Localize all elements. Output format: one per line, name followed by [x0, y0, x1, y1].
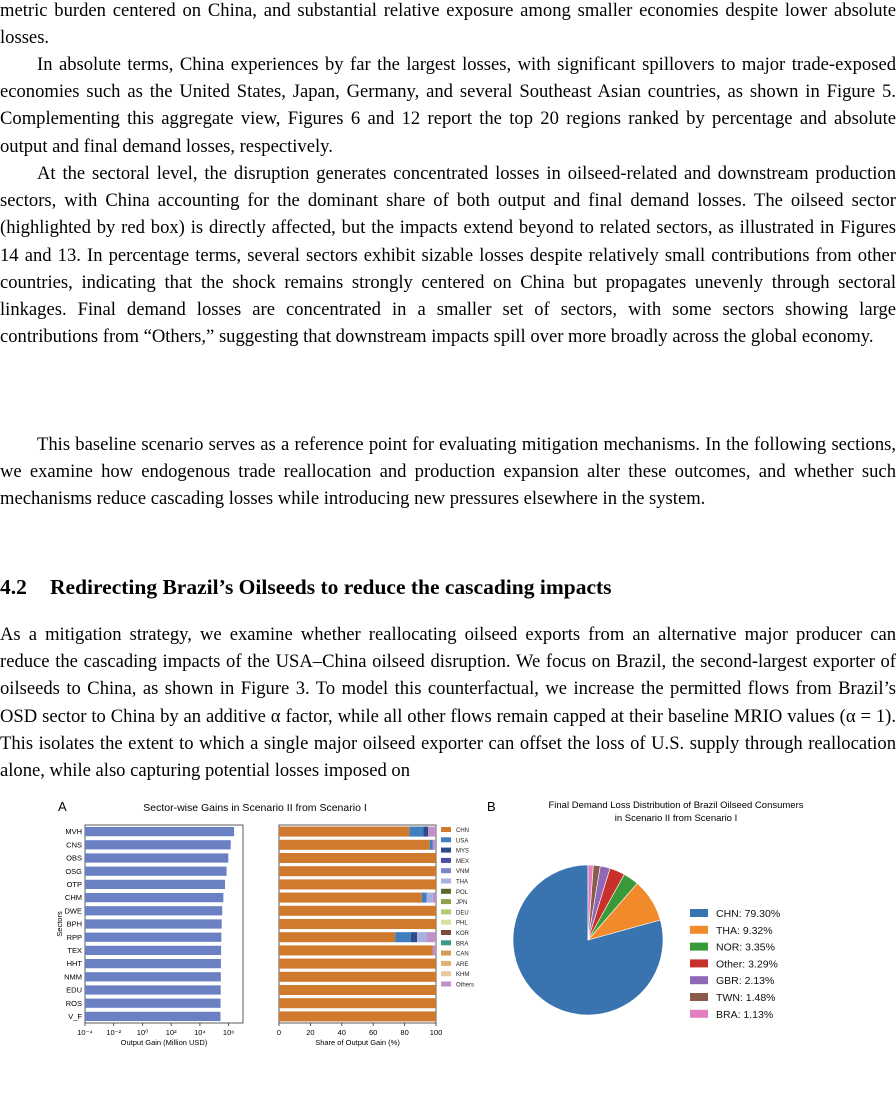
stacked-bar-chart-share	[277, 825, 442, 1047]
legend-label: KHM	[456, 972, 470, 979]
legend-label: NOR: 3.35%	[716, 941, 775, 954]
bar-segment	[427, 932, 436, 942]
legend-label: CAN	[456, 951, 469, 958]
legend-label: CHN	[456, 828, 469, 834]
legend-swatch	[690, 976, 708, 984]
legend-swatch	[690, 909, 708, 917]
legend-label: PHL	[456, 920, 468, 927]
bar	[85, 880, 225, 889]
pie-legend	[690, 908, 780, 1021]
bar	[85, 827, 234, 836]
x-tick-label: 10⁻²	[106, 1028, 122, 1037]
legend-swatch	[441, 848, 451, 853]
bar	[85, 933, 221, 942]
bar-segment	[279, 959, 436, 969]
y-tick-label: MVH	[65, 827, 82, 837]
bar-chart-output-gain	[55, 825, 243, 1047]
bar-segment	[279, 893, 422, 903]
legend-swatch	[690, 926, 708, 934]
y-tick-label: OBS	[66, 853, 82, 863]
legend-label: MEX	[456, 858, 470, 865]
bar	[85, 893, 223, 902]
bar-segment	[279, 1011, 436, 1021]
y-tick-label: EDU	[66, 985, 82, 995]
bar-segment	[279, 998, 436, 1008]
legend-swatch	[690, 993, 708, 1001]
bar	[85, 959, 221, 968]
legend-label: JPN	[456, 900, 468, 907]
x-tick-label: 100	[429, 1028, 443, 1037]
legend-swatch	[441, 930, 451, 935]
bar-segment	[279, 945, 433, 955]
bar-segment	[279, 853, 436, 863]
bar	[85, 919, 222, 928]
bar-segment	[428, 827, 436, 837]
legend-label: TWN: 1.48%	[716, 992, 776, 1004]
country-legend	[441, 827, 474, 989]
legend-swatch	[690, 1010, 708, 1018]
legend-label: GBR: 2.13%	[716, 975, 775, 988]
bar-segment	[433, 840, 436, 850]
x-tick-label: 10⁻⁴	[77, 1028, 93, 1037]
bar	[85, 867, 227, 876]
bar-segment	[279, 879, 436, 889]
legend-label: THA: 9.32%	[716, 924, 773, 937]
bar	[85, 985, 221, 994]
y-tick-label: V_F	[68, 1012, 82, 1022]
legend-label: KOR	[456, 931, 470, 937]
paragraph: At the sectoral level, the disruption generates concentrated losses in oilseed-related and downstream production sectors, with China accounting for the dominant share of both output and final demand losses. The oilseed sector (highlighted by red box) is directly affected, but the impacts extend beyond to related sectors, as illustrated in Figures 14 and 13. In percentage terms, several sectors exhibit sizable losses despite relatively small contributions from other countries, indicating that the shock remains strongly centered on China but propagates unevenly through sectoral linkages. Final demand losses are concentrated in a smaller set of sectors, with some sectors showing large contributions from “Others,” suggesting that downstream impacts spill over more broadly across the global economy.	[0, 163, 896, 348]
legend-swatch	[441, 879, 451, 884]
paragraph: As a mitigation strategy, we examine whether reallocating oilseed exports from an alternative major producer can reduce the cascading impacts of the USA–China oilseed disruption. We focus on Brazil, the second-largest exporter of oilseeds to China, as shown in Figure 3. To model this counterfactual, we increase the permitted flows from Brazil’s OSD sector to China by an additive α factor, while all other flows remain capped at their baseline MRIO values (α = 1). This isolates the extent to which a single major oilseed exporter can offset the loss of U.S. supply through reallocation alone, while also capturing potential losses imposed on	[0, 624, 896, 782]
y-tick-label: BPH	[66, 919, 82, 929]
bar-segment	[422, 893, 427, 903]
bar-segment	[430, 840, 433, 850]
bar-segment	[279, 985, 436, 995]
legend-label: USA	[456, 838, 469, 845]
y-tick-label: ROS	[65, 998, 82, 1008]
y-axis-label: Sectors	[55, 911, 64, 937]
legend-swatch	[441, 971, 451, 976]
legend-label: DEU	[456, 910, 469, 917]
legend-swatch	[690, 943, 708, 951]
legend-swatch	[441, 889, 451, 894]
bar-segment	[411, 932, 417, 942]
x-tick-label: 40	[337, 1028, 346, 1037]
legend-swatch	[441, 951, 451, 956]
legend-swatch	[441, 899, 451, 904]
legend-swatch	[441, 827, 451, 832]
x-tick-label: 10⁶	[222, 1028, 235, 1037]
section-title: Redirecting Brazil’s Oilseeds to reduce the cascading impacts	[50, 575, 612, 599]
x-tick-label: 10⁰	[136, 1028, 149, 1037]
bar-segment	[395, 932, 411, 942]
bar-segment	[409, 827, 423, 837]
bar-segment	[279, 919, 436, 929]
legend-label: POL	[456, 889, 469, 896]
bar-segment	[279, 972, 436, 982]
x-tick-label: 80	[400, 1028, 409, 1037]
legend-label: CHN: 79.30%	[716, 908, 781, 920]
legend-swatch	[441, 868, 451, 873]
legend-swatch	[441, 961, 451, 966]
x-axis-label: Share of Output Gain (%)	[315, 1038, 400, 1047]
panel-label-a: A	[58, 799, 67, 814]
bar-segment	[417, 932, 426, 942]
x-axis-label: Output Gain (Million USD)	[120, 1038, 208, 1047]
bar	[85, 853, 228, 862]
bar-segment	[427, 893, 433, 903]
x-tick-label: 20	[306, 1028, 315, 1037]
bar-segment	[279, 906, 436, 916]
figure	[0, 770, 896, 1090]
bar	[85, 840, 231, 849]
legend-label: BRA: 1.13%	[716, 1008, 774, 1021]
y-tick-label: HHT	[66, 959, 82, 969]
legend-swatch	[441, 920, 451, 925]
x-tick-label: 10⁴	[194, 1028, 206, 1037]
section-number: 4.2	[0, 575, 27, 599]
y-tick-label: OSG	[65, 866, 82, 876]
bar-segment	[279, 866, 436, 876]
pie-chart-final-demand-loss	[513, 865, 663, 1015]
legend-label: Other: 3.29%	[716, 958, 778, 971]
legend-swatch	[441, 940, 451, 945]
legend-label: Others	[456, 982, 475, 989]
bar-segment	[279, 840, 430, 850]
paragraph-continued: metric burden centered on China, and substantial relative exposure among smaller economies despite lower absolute losses.	[0, 0, 896, 49]
bar-segment	[279, 932, 395, 942]
bar	[85, 1012, 220, 1021]
legend-label: ARE	[456, 961, 469, 968]
legend-label: VNM	[456, 869, 470, 876]
bar	[85, 999, 221, 1008]
legend-label: THA	[456, 879, 468, 886]
panel-b-title-line1: Final Demand Loss Distribution of Brazil Oilseed Consumers	[548, 800, 804, 811]
y-tick-label: CHM	[64, 893, 82, 903]
bar	[85, 946, 221, 955]
legend-swatch	[441, 837, 451, 842]
panel-a-title: Sector-wise Gains in Scenario II from Scenario I	[143, 802, 367, 814]
y-tick-label: OTP	[66, 880, 82, 890]
legend-label: BRA	[456, 941, 469, 948]
panel-label-b: B	[487, 799, 496, 814]
bar-segment	[279, 827, 409, 837]
x-tick-label: 0	[276, 1028, 282, 1037]
section-heading	[0, 575, 612, 600]
paragraph: This baseline scenario serves as a reference point for evaluating mitigation mechanisms. In the following sections, we examine how endogenous trade reallocation and production expansion alter these outcomes, and whether such mechanisms reduce cascading losses while introducing new pressures elsewhere in the system.	[0, 434, 896, 510]
panel-b-title-line2: in Scenario II from Scenario I	[614, 813, 738, 824]
legend-label: MYS	[456, 848, 470, 855]
bar-segment	[433, 945, 436, 955]
legend-swatch	[441, 909, 451, 914]
legend-swatch	[441, 858, 451, 863]
legend-swatch	[690, 959, 708, 967]
x-tick-label: 10²	[165, 1028, 177, 1037]
bar-segment	[423, 827, 428, 837]
legend-swatch	[441, 982, 451, 987]
y-tick-label: DWE	[64, 906, 82, 916]
x-tick-label: 60	[369, 1028, 378, 1037]
paragraph: In absolute terms, China experiences by far the largest losses, with significant spillovers to major trade-exposed economies such as the United States, Japan, Germany, and several Southeast Asian countries, as shown in Figure 5. Complementing this aggregate view, Figures 6 and 12 report the top 20 regions ranked by percentage and absolute output and final demand losses, respectively.	[0, 54, 896, 157]
y-tick-label: CNS	[66, 840, 82, 850]
y-tick-label: NMM	[64, 972, 82, 982]
bar-segment	[433, 893, 436, 903]
bar	[85, 972, 221, 981]
y-tick-label: RPP	[66, 932, 82, 942]
bar	[85, 906, 222, 915]
y-tick-label: TEX	[67, 946, 82, 956]
